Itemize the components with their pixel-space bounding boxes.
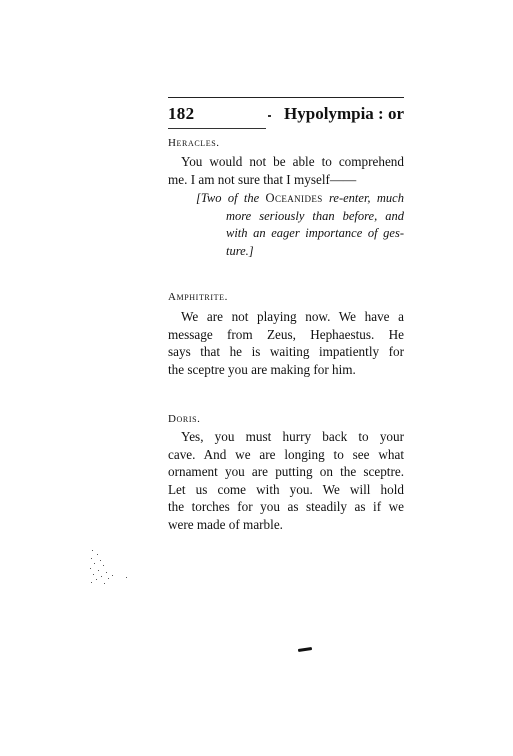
speech-amphitrite — [168, 308, 404, 378]
print-mark — [268, 115, 271, 117]
print-mark-bottom — [298, 647, 312, 652]
speech-line: were made of marble. — [168, 516, 283, 532]
speaker-heracles: Heracles. — [168, 137, 220, 149]
speech-doris — [168, 428, 404, 533]
speaker-amphitrite: Amphitrite. — [168, 291, 228, 303]
speech-line: ornament you are putting on the sceptre. — [168, 464, 404, 479]
page-number: 182 — [168, 104, 195, 123]
speech-line: the sceptre you are making for him. — [168, 361, 356, 377]
speech-line: Let us come with you. We will hold — [168, 481, 404, 497]
stage-line: ture.] — [226, 243, 254, 258]
speaker-doris: Doris. — [168, 413, 201, 425]
stage-text: [Two of the — [196, 191, 266, 205]
speech-line: says that he is waiting impatiently for — [168, 344, 404, 359]
stage-character-name: Oceanides — [265, 191, 323, 205]
stage-direction — [196, 190, 404, 260]
speech-line: the torches for you as steadily as if we — [168, 499, 404, 514]
speech-line: You would not be able to comprehend — [181, 154, 404, 169]
stage-text: re-enter, much — [322, 191, 404, 205]
speech-line: Yes, you must hurry back to your — [181, 429, 404, 444]
header-rule — [168, 97, 404, 98]
speech-line: We are not playing now. We have a — [181, 309, 404, 324]
stage-line — [196, 190, 404, 208]
speech-line: me. I am not sure that I myself—— — [168, 171, 357, 187]
running-head: Hypolympia : or — [284, 104, 404, 123]
speech-heracles — [168, 153, 404, 188]
scan-noise — [88, 548, 128, 588]
stage-line: more seriously than before, and — [226, 208, 404, 223]
speech-line: cave. And we are longing to see what — [168, 446, 404, 462]
header-underline — [168, 128, 266, 129]
stage-line: with an eager importance of ges- — [226, 226, 404, 240]
page-header — [168, 104, 404, 126]
speech-line: message from Zeus, Hephaestus. He — [168, 326, 404, 342]
